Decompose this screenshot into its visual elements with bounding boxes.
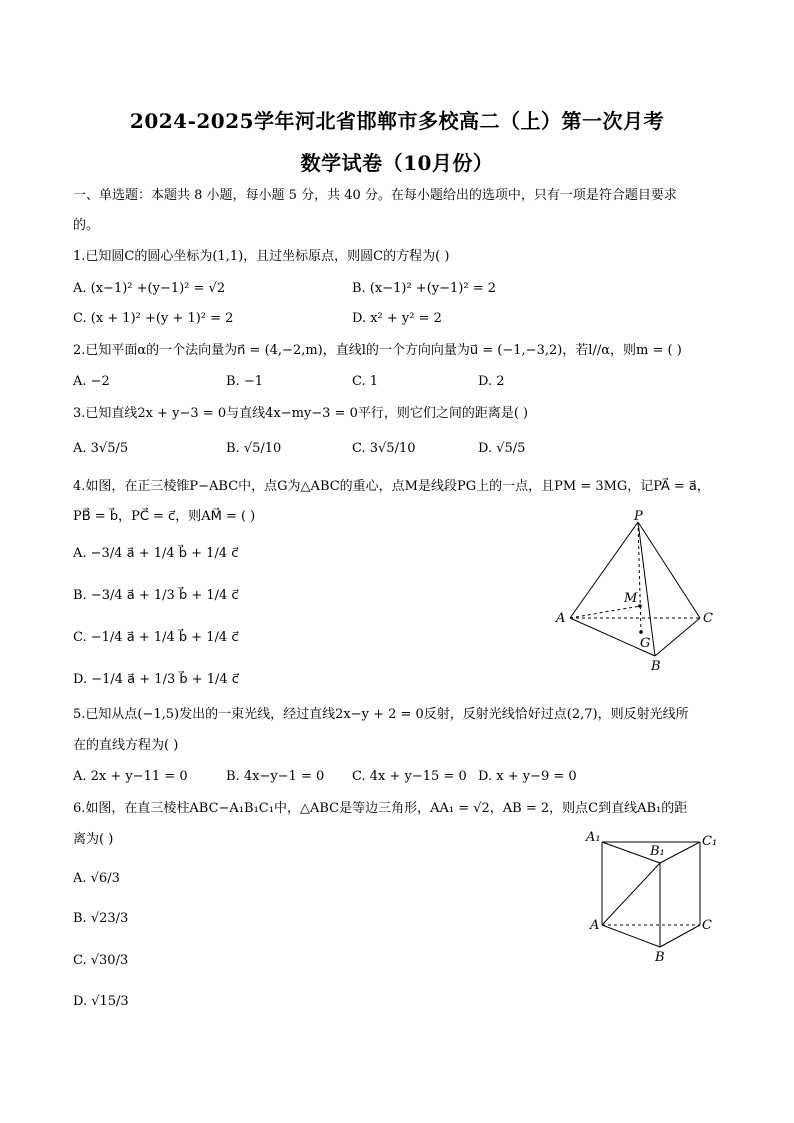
q3-stem: 3.已知直线2x + y−3 = 0与直线4x−my−3 = 0平行，则它们之间的距离是( ) [73, 406, 529, 421]
q5-option-d: D. x + y−9 = 0 [478, 769, 577, 784]
q4-pyramid-figure [550, 510, 720, 680]
q3-option-a: A. 3√5/5 [73, 441, 129, 456]
exam-title: 2024-2025学年河北省邯郸市多校高二（上）第一次月考 [129, 109, 665, 133]
q5-stem: 5.已知从点(−1,5)发出的一束光线，经过直线2x−y + 2 = 0反射，反射光线恰好过点(2,7)，则反射光线所 [73, 707, 689, 722]
q6-prism-figure [580, 825, 730, 970]
q6-option-d: D. √15/3 [73, 994, 129, 1009]
label-b: B [655, 950, 665, 965]
section-heading-cont: 的。 [73, 218, 100, 233]
label-b: B [651, 659, 661, 674]
edge-bc [655, 618, 700, 656]
section-heading: 一、单选题：本题共 8 小题，每小题 5 分，共 40 分。在每小题给出的选项中，只有一项是符合题目要求 [73, 188, 677, 203]
q2-option-c: C. 1 [352, 374, 379, 389]
label-a: A [590, 918, 600, 933]
q4-option-c: C. −1/4 a⃗ + 1/4 b⃗ + 1/4 c⃗ [73, 630, 239, 645]
q4-stem-cont: PB⃗ = b⃗，PC⃗ = c⃗，则AM⃗ = ( ) [73, 509, 256, 524]
q6-option-b: B. √23/3 [73, 911, 129, 926]
q5-option-b: B. 4x−y−1 = 0 [226, 769, 325, 784]
q5-stem-cont: 在的直线方程为( ) [73, 738, 179, 753]
q3-option-d: D. √5/5 [478, 441, 526, 456]
segment-ab1 [602, 863, 660, 925]
label-a1: A₁ [586, 830, 601, 845]
q1-option-c: C. (x + 1)² +(y + 1)² = 2 [73, 311, 234, 326]
edge-pc [638, 522, 700, 618]
exam-subtitle: 数学试卷（10月份） [300, 151, 494, 175]
q2-stem: 2.已知平面α的一个法向量为n⃗ = (4,−2,m)，直线l的一个方向向量为u⃗ = (−1,−3,2)，若l//α，则m = ( ) [73, 343, 682, 358]
q6-option-a: A. √6/3 [73, 871, 120, 886]
q4-option-d: D. −1/4 a⃗ + 1/3 b⃗ + 1/4 c⃗ [73, 672, 239, 687]
q2-option-b: B. −1 [226, 374, 263, 389]
q3-option-c: C. 3√5/10 [352, 441, 416, 456]
q1-stem: 1.已知圆C的圆心坐标为(1,1)，且过坐标原点，则圆C的方程为( ) [73, 249, 450, 264]
q4-option-b: B. −3/4 a⃗ + 1/3 b⃗ + 1/4 c⃗ [73, 588, 239, 603]
q2-option-a: A. −2 [73, 374, 110, 389]
q6-stem: 6.如图，在直三棱柱ABC−A₁B₁C₁中，△ABC是等边三角形，AA₁ = √2，AB = 2，则点C到直线AB₁的距 [73, 801, 688, 816]
label-m: M [624, 591, 638, 606]
label-a: A [556, 611, 566, 626]
q2-option-d: D. 2 [478, 374, 505, 389]
q1-option-d: D. x² + y² = 2 [352, 311, 442, 326]
q5-option-a: A. 2x + y−11 = 0 [73, 769, 188, 784]
q4-option-a: A. −3/4 a⃗ + 1/4 b⃗ + 1/4 c⃗ [73, 546, 239, 561]
edge-bc [660, 925, 700, 947]
q6-option-c: C. √30/3 [73, 953, 129, 968]
point-m [638, 604, 642, 608]
label-c: C [702, 918, 712, 933]
label-b1: B₁ [650, 844, 665, 859]
label-c: C [703, 611, 713, 626]
label-g: G [640, 636, 651, 651]
q1-option-a: A. (x−1)² +(y−1)² = √2 [73, 281, 226, 296]
edge-ab [602, 925, 660, 947]
point-g [639, 630, 643, 634]
segment-am-hidden [570, 606, 640, 618]
q4-stem: 4.如图，在正三棱锥P−ABC中，点G为△ABC的重心，点M是线段PG上的一点，且PM = 3MG，记PA⃗ = a⃗， [73, 479, 710, 494]
label-p: P [634, 510, 643, 524]
edge-b1c1 [660, 842, 700, 863]
q6-stem-cont: 离为( ) [73, 832, 114, 847]
q5-option-c: C. 4x + y−15 = 0 [352, 769, 467, 784]
label-c1: C₁ [702, 834, 718, 849]
q3-option-b: B. √5/10 [226, 441, 282, 456]
q1-option-b: B. (x−1)² +(y−1)² = 2 [352, 281, 496, 296]
